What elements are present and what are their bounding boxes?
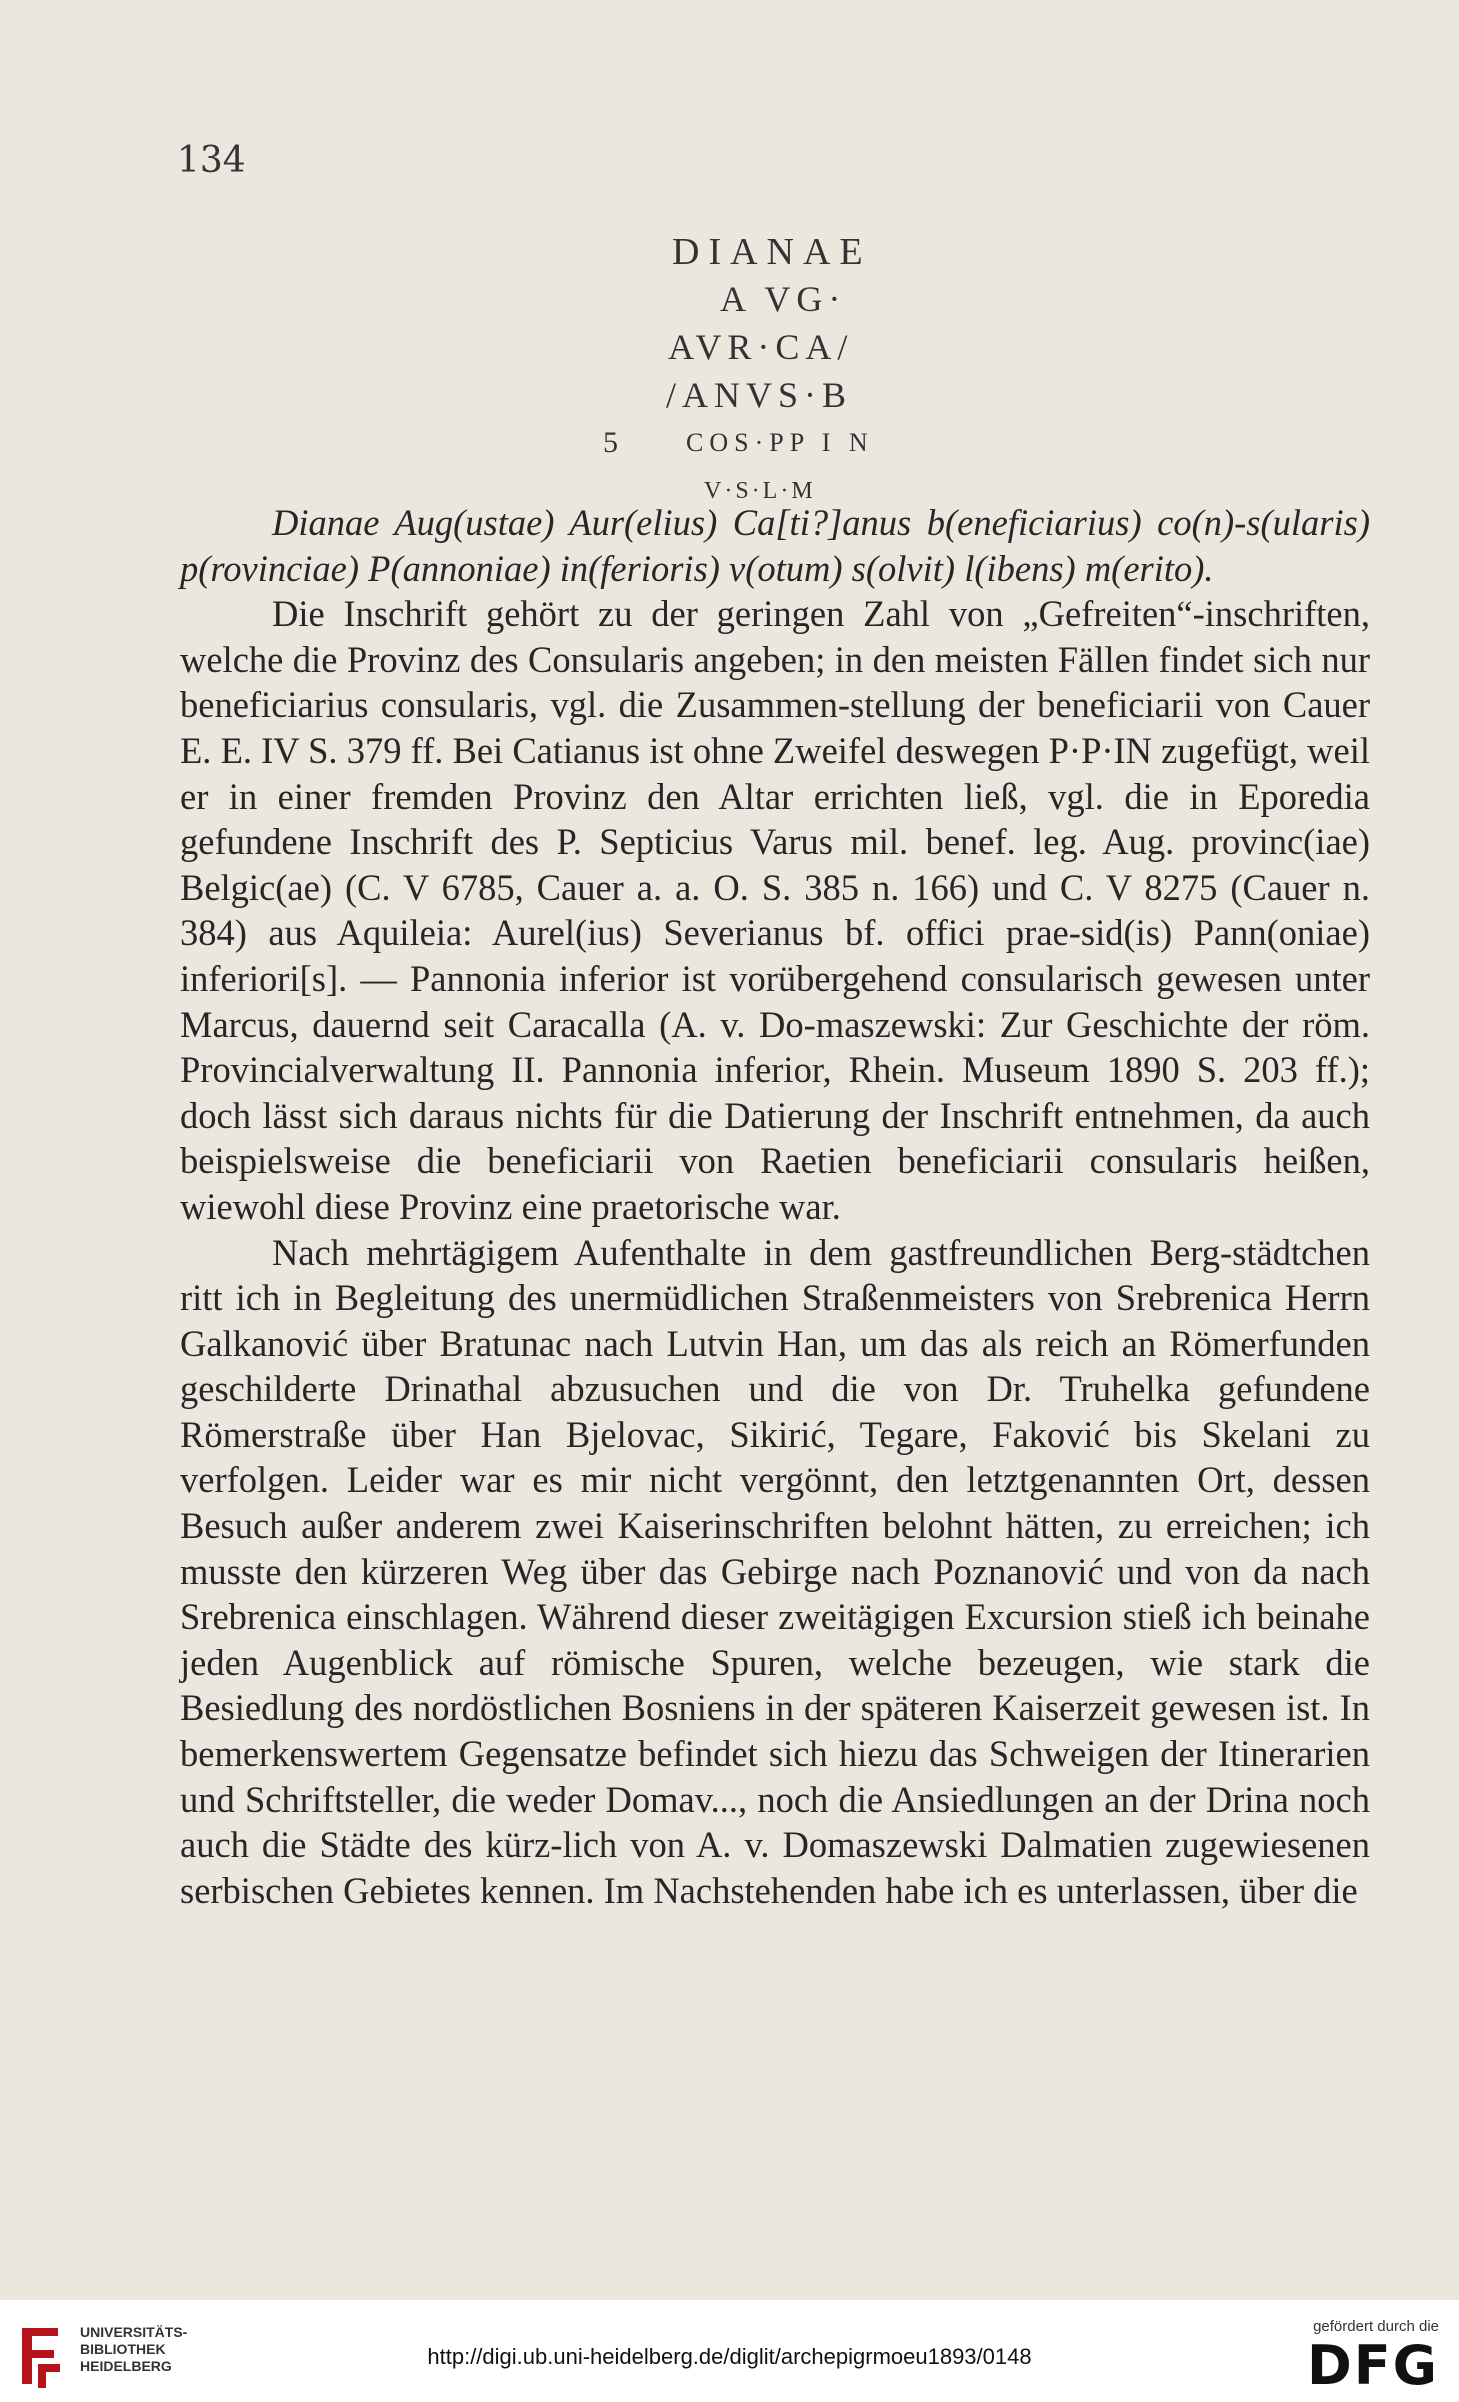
- funding-caption: gefördert durch die: [1313, 2318, 1439, 2335]
- travel-paragraph: Nach mehrtägigem Aufenthalte in dem gastfreundlichen Berg-städtchen ritt ich in Begleitung des unermüdlichen Straßenmeisters von Srebrenica Herrn Galkanović über Bratunac nach Lutvin Han, um das als reich an Römerfunden geschilderte Drinathal abzusuchen und die von Dr. Truhelka gefundene Römerstraße über Han Bjelovac, Sikirić, Tegare, Faković bis Skelani zu verfolgen. Leider war es mir nicht vergönnt, den letztgenannten Ort, dessen Besuch außer anderem zwei Kaiserinschriften belohnt hätten, zu erreichen; ich musste den kürzeren Weg über das Gebirge nach Poznanović und von da nach Srebrenica einschlagen. Während dieser zweitägigen Excursion stieß ich beinahe jeden Augenblick auf römische Spuren, welche bezeugen, wie stark die Besiedlung des nordöstlichen Bosniens in der späteren Kaiserzeit gewesen ist. In bemerkenswertem Gegensatze befindet sich hiezu das Schweigen der Itinerarien und Schriftsteller, die weder Domav..., noch die Ansiedlungen an der Drina noch auch die Städte des kürz-lich von A. v. Domaszewski Dalmatien zugewiesenen serbischen Gebietes kennen. Im Nachstehenden habe ich es unterlassen, über die: [180, 1231, 1370, 1911]
- commentary-paragraph: Die Inschrift gehört zu der geringen Zahl von „Gefreiten“-inschriften, welche die Provinz des Consularis angeben; in den meisten Fällen findet sich nur beneficiarius consularis, vgl. die Zusammen-stellung der beneficiarii von Cauer E. E. IV S. 379 ff. Bei Catianus ist ohne Zweifel deswegen P·P·IN zugefügt, weil er in einer fremden Provinz den Altar errichten ließ, vgl. die in Eporedia gefundene Inschrift des P. Septicius Varus mil. benef. leg. Aug. provinc(iae) Belgic(ae) (C. V 6785, Cauer a. a. O. S. 385 n. 166) und C. V 8275 (Cauer n. 384) aus Aquileia: Aurel(ius) Severianus bf. offici prae-sid(is) Pann(oniae) inferiori[s]. — Pannonia inferior ist vorübergehend consularisch gewesen unter Marcus, dauernd seit Caracalla (A. v. Do-maszewski: Zur Geschichte der röm. Provincialverwaltung II. Pannonia inferior, Rhein. Museum 1890 S. 203 ff.); doch lässt sich daraus nichts für die Datierung der Inschrift entnehmen, da auch beispielsweise die beneficiarii von Raetien beneficiarii consularis heißen, wiewohl diese Provinz eine praetorische war.: [180, 593, 1370, 1227]
- page-number: 134: [177, 140, 246, 181]
- inscription-line: DIANAE: [672, 231, 872, 273]
- library-name-line: BIBLIOTHEK: [80, 2341, 166, 2357]
- source-url-link[interactable]: http://digi.ub.uni-heidelberg.de/diglit/archepigrmoeu1893/0148: [427, 2344, 1032, 2369]
- body-text: [180, 500, 1370, 1913]
- library-name-line: HEIDELBERG: [80, 2358, 172, 2374]
- library-name-line: UNIVERSITÄTS-: [80, 2324, 188, 2340]
- footer-bar: [0, 2300, 1459, 2402]
- inscription-line: /ANVS·B: [666, 375, 853, 415]
- inscription-line: A VG·: [720, 279, 847, 319]
- transcription-paragraph: Dianae Aug(ustae) Aur(elius) Ca[ti?]anus b(eneficiarius) co(n)-s(ularis) p(rovinciae) P(annoniae) in(ferioris) v(otum) s(olvit) l(ibens) m(erito).: [180, 502, 1370, 589]
- inscription-line: AVR·CA/: [668, 327, 854, 367]
- inscription-line: COS·PP I N: [686, 428, 874, 457]
- inscription-line: V·S·L·M: [704, 478, 816, 504]
- dfg-logo: DFG: [1306, 2334, 1439, 2397]
- inscription-line-number: 5: [603, 426, 618, 459]
